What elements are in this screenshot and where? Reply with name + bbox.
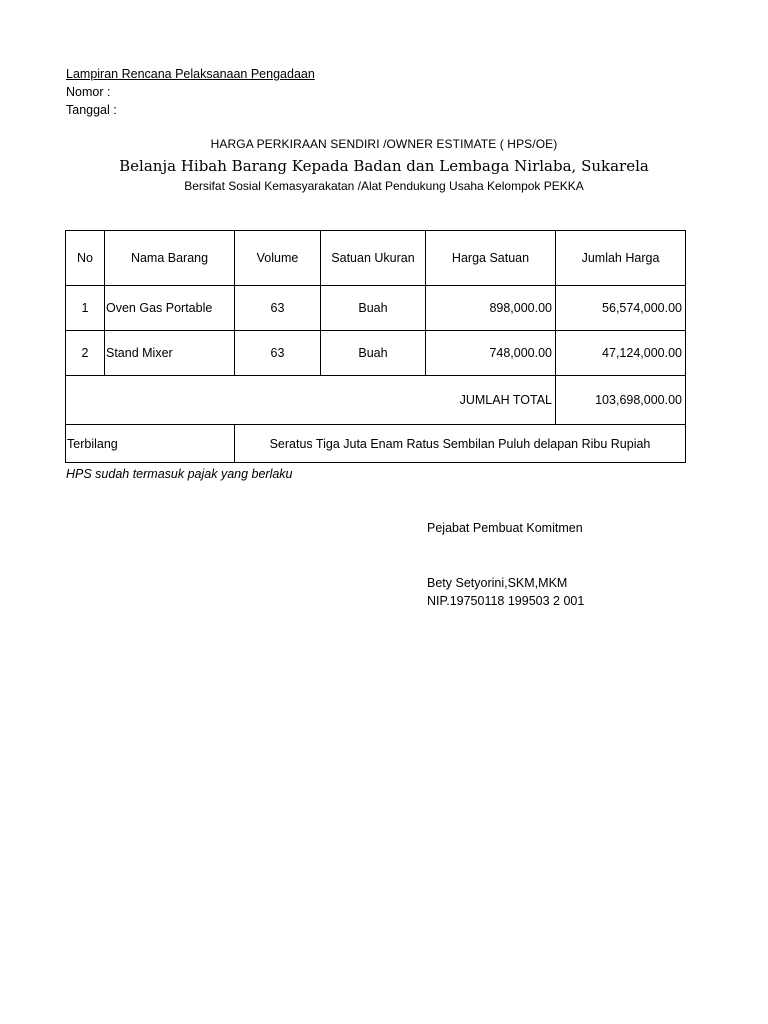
cell-volume: 63 [235,286,321,331]
cell-satuan: Buah [321,286,426,331]
table-header-row [66,231,686,286]
tanggal-label: Tanggal : [66,103,117,117]
col-header-jumlah-harga: Jumlah Harga [556,231,686,286]
total-value: 103,698,000.00 [556,376,686,425]
hps-table [65,230,686,463]
tax-note: HPS sudah termasuk pajak yang berlaku [66,467,293,481]
nomor-label: Nomor : [66,85,111,99]
cell-volume: 63 [235,331,321,376]
col-header-volume: Volume [235,231,321,286]
cell-harga-satuan: 748,000.00 [426,331,556,376]
col-header-harga-satuan: Harga Satuan [426,231,556,286]
col-header-satuan-ukuran: Satuan Ukuran [321,231,426,286]
cell-harga-satuan: 898,000.00 [426,286,556,331]
cell-no: 1 [66,286,105,331]
document-subtitle: Belanja Hibah Barang Kepada Badan dan Lembaga Nirlaba, Sukarela [119,157,649,175]
total-label: JUMLAH TOTAL [66,376,556,425]
signature-nip: NIP.19750118 199503 2 001 [427,594,585,608]
cell-no: 2 [66,331,105,376]
cell-jumlah-harga: 56,574,000.00 [556,286,686,331]
signature-name: Bety Setyorini,SKM,MKM [427,576,568,590]
col-header-no: No [66,231,105,286]
table-row [66,331,686,376]
terbilang-label: Terbilang [66,425,235,463]
signature-role: Pejabat Pembuat Komitmen [427,521,583,535]
document-subtitle-2: Bersifat Sosial Kemasyarakatan /Alat Pendukung Usaha Kelompok PEKKA [184,179,584,193]
cell-nama-barang: Stand Mixer [105,331,235,376]
cell-nama-barang: Oven Gas Portable [105,286,235,331]
lampiran-heading: Lampiran Rencana Pelaksanaan Pengadaan [66,67,315,81]
table-total-row [66,376,686,425]
terbilang-value: Seratus Tiga Juta Enam Ratus Sembilan Puluh delapan Ribu Rupiah [235,425,686,463]
col-header-nama-barang: Nama Barang [105,231,235,286]
cell-satuan: Buah [321,331,426,376]
cell-jumlah-harga: 47,124,000.00 [556,331,686,376]
document-title: HARGA PERKIRAAN SENDIRI /OWNER ESTIMATE ( HPS/OE) [210,137,558,151]
table-terbilang-row [66,425,686,463]
table-row [66,286,686,331]
